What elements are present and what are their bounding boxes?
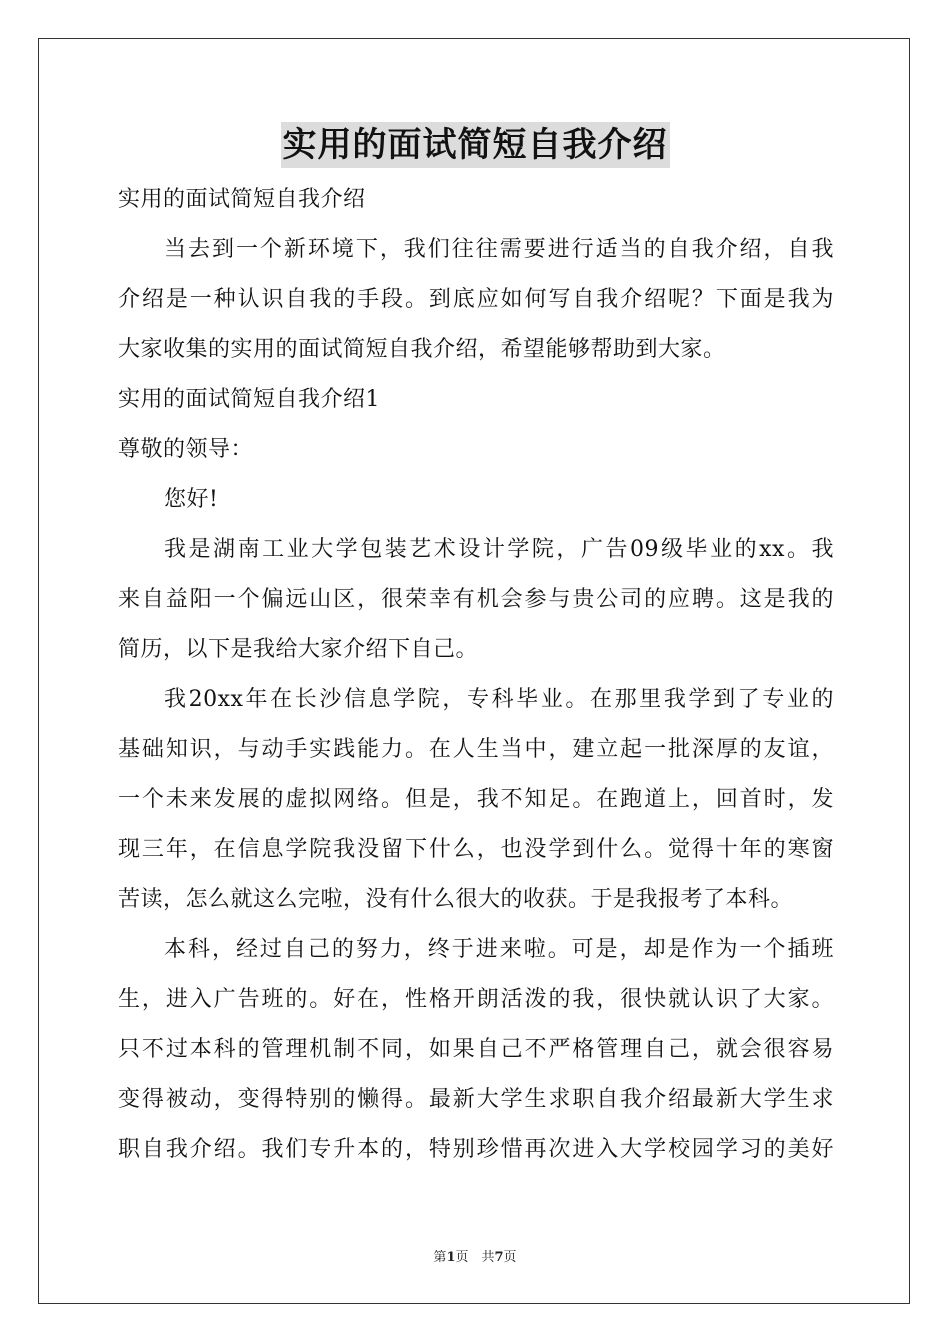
body-line: 当去到一个新环境下，我们往往需要进行适当的自我介绍，自我: [164, 237, 834, 262]
footer-page-prefix: 第: [433, 1250, 447, 1265]
body-line: 本科，经过自己的努力，终于进来啦。可是，却是作为一个插班: [164, 937, 834, 962]
footer-page-suffix: 页: [503, 1250, 517, 1265]
document-title: 实用的面试简短自我介绍: [281, 122, 670, 168]
body-line: 来自益阳一个偏远山区，很荣幸有机会参与贵公司的应聘。这是我的: [118, 587, 834, 612]
footer-page-total: 7: [494, 1250, 504, 1265]
body-line: 尊敬的领导：: [118, 437, 254, 462]
body-line: 职自我介绍。我们专升本的，特别珍惜再次进入大学校园学习的美好: [118, 1137, 834, 1162]
body-line: 只不过本科的管理机制不同，如果自己不严格管理自己，就会很容易: [118, 1037, 834, 1062]
body-line: 现三年，在信息学院我没留下什么，也没学到什么。觉得十年的寒窗: [118, 837, 834, 862]
body-line: 变得被动，变得特别的懒得。最新大学生求职自我介绍最新大学生求: [118, 1087, 834, 1112]
title-container: [0, 122, 950, 168]
body-line: 实用的面试简短自我介绍1: [118, 387, 380, 412]
body-line: 苦读，怎么就这么完啦，没有什么很大的收获。于是我报考了本科。: [118, 887, 794, 912]
body-line: 一个未来发展的虚拟网络。但是，我不知足。在跑道上，回首时，发: [118, 787, 834, 812]
body-line: 大家收集的实用的面试简短自我介绍，希望能够帮助到大家。: [118, 337, 726, 362]
body-line: 实用的面试简短自我介绍: [118, 187, 366, 212]
footer-page-current: 1: [446, 1250, 456, 1265]
body-line: 基础知识，与动手实践能力。在人生当中，建立起一批深厚的友谊，: [118, 737, 834, 762]
footer-page-mid: 页 共: [455, 1250, 495, 1265]
body-line: 您好!: [164, 487, 219, 512]
body-line: 我是湖南工业大学包装艺术设计学院，广告09级毕业的xx。我: [164, 537, 834, 562]
body-line: 生，进入广告班的。好在，性格开朗活泼的我，很快就认识了大家。: [118, 987, 834, 1012]
body-line: 介绍是一种认识自我的手段。到底应如何写自我介绍呢？下面是我为: [118, 287, 834, 312]
body-line: 简历，以下是我给大家介绍下自己。: [118, 637, 479, 662]
body-line: 我20xx年在长沙信息学院，专科毕业。在那里我学到了专业的: [164, 687, 834, 712]
document-body: [118, 175, 834, 1175]
page-footer: [0, 1246, 950, 1265]
